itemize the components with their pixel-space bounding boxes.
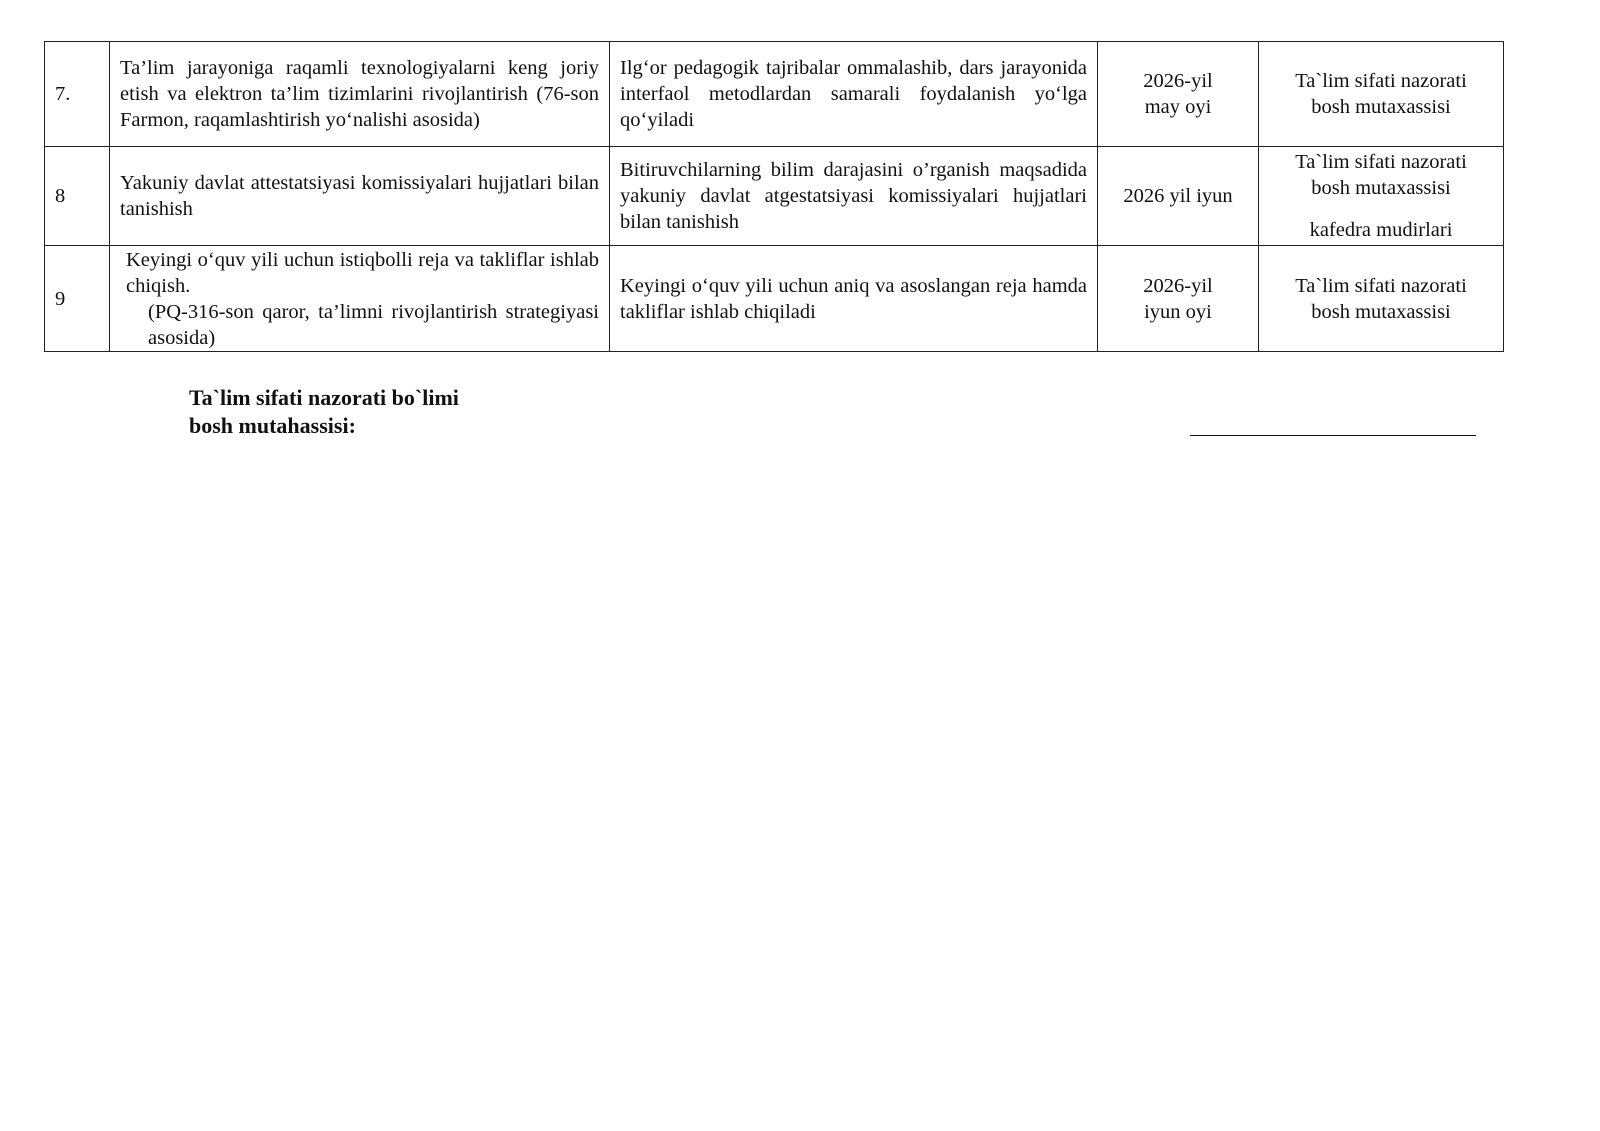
task-text: Keyingi o‘quv yili uchun istiqbolli reja va takliflar ishlab chiqish. xyxy=(126,248,599,297)
responsible-cell xyxy=(1259,246,1504,352)
responsible-extra: kafedra mudirlari xyxy=(1309,219,1453,241)
responsible-line-2: bosh mutaxassisi xyxy=(1311,177,1451,199)
deadline-cell xyxy=(1098,42,1259,147)
deadline-month: may oyi xyxy=(1144,96,1212,118)
task-cell xyxy=(110,42,610,147)
responsible-line-2: bosh mutaxassisi xyxy=(1311,96,1451,118)
signature-block xyxy=(189,384,459,440)
responsible-line-1: Ta`lim sifati nazorati xyxy=(1295,70,1467,92)
deadline-cell xyxy=(1098,147,1259,246)
deadline-year: 2026-yil xyxy=(1143,274,1213,297)
spacer xyxy=(1269,201,1493,217)
task-reference: (PQ-316-son qaror, ta’limni rivojlantirish strategiyasi asosida) xyxy=(148,300,599,349)
responsible-line-1: Ta`lim sifati nazorati xyxy=(1295,151,1467,173)
plan-table xyxy=(44,41,1504,352)
deadline-month: iyun oyi xyxy=(1144,300,1212,323)
row-number: 8 xyxy=(45,147,110,246)
responsible-line-1: Ta`lim sifati nazorati xyxy=(1295,274,1467,297)
result-cell: Keyingi o‘quv yili uchun aniq va asoslangan reja hamda takliflar ishlab chiqiladi xyxy=(610,246,1098,352)
responsible-cell xyxy=(1259,147,1504,246)
responsible-line-2: bosh mutaxassisi xyxy=(1311,300,1451,323)
task-text: Yakuniy davlat attestatsiyasi komissiyalari hujjatlari bilan tanishish xyxy=(120,172,599,220)
signature-line xyxy=(1190,435,1476,436)
task-text: Ta’lim jarayoniga raqamli texnologiyalarni keng joriy etish va elektron ta’lim tizimlarini rivojlantirish (76-son Farmon, raqamlashtirish yo‘nalishi asosida) xyxy=(120,57,599,131)
signature-title-line-2: bosh mutahassisi: xyxy=(189,413,356,438)
table-row xyxy=(45,42,1504,147)
signature-title-line-1: Ta`lim sifati nazorati bo`limi xyxy=(189,385,459,410)
row-number: 7. xyxy=(45,42,110,147)
deadline-text: 2026 yil iyun xyxy=(1123,185,1233,207)
table-row xyxy=(45,246,1504,352)
deadline-year: 2026-yil xyxy=(1143,70,1213,92)
table-row xyxy=(45,147,1504,246)
deadline-cell xyxy=(1098,246,1259,352)
result-cell: Ilg‘or pedagogik tajribalar ommalashib, dars jarayonida interfaol metodlardan samarali foydalanish yo‘lga qo‘yiladi xyxy=(610,42,1098,147)
row-number: 9 xyxy=(45,246,110,352)
responsible-cell xyxy=(1259,42,1504,147)
result-cell: Bitiruvchilarning bilim darajasini o’rganish maqsadida yakuniy davlat atgestatsiyasi komissiyalari hujjatlari bilan tanishish xyxy=(610,147,1098,246)
task-cell xyxy=(110,147,610,246)
task-cell xyxy=(110,246,610,352)
